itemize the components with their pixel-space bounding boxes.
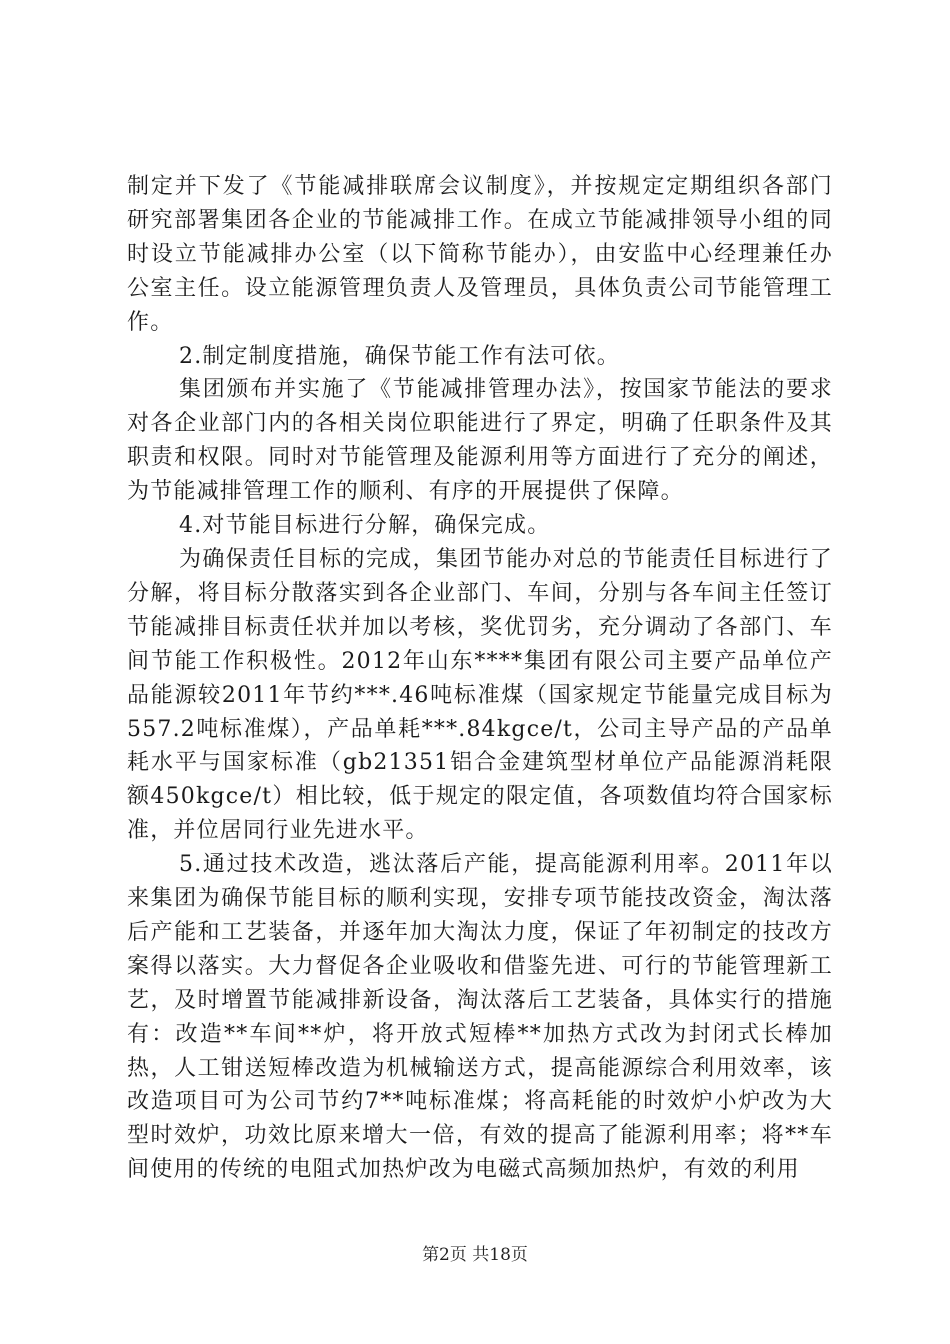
section-heading: 2.制定制度措施，确保节能工作有法可依。 [179, 343, 620, 369]
paragraph: 制定并下发了《节能减排联席会议制度》，并按规定定期组织各部门研究部署集团各企业的节能减排工作。在成立节能减排领导小组的同时设立节能减排办公室（以下简称节能办），由安监中心经理兼任办公室主任。设立能源管理负责人及管理员，具体负责公司节能管理工作。 [127, 174, 833, 335]
document-body [127, 170, 833, 1187]
paragraph: 5.通过技术改造，逃汰落后产能，提高能源利用率。2011年以来集团为确保节能目标的顺利实现，安排专项节能技改资金，淘汰落后产能和工艺装备，并逐年加大淘汰力度，保证了年初制定的技改方案得以落实。大力督促各企业吸收和借鉴先进、可行的节能管理新工艺，及时增置节能减排新设备，淘汰落后工艺装备，具体实行的措施有：改造**车间**炉，将开放式短棒**加热方式改为封闭式长棒加热，人工钳送短棒改造为机械输送方式，提高能源综合利用效率，该改造项目可为公司节约7**吨标准煤；将高耗能的时效炉小炉改为大型时效炉，功效比原来增大一倍，有效的提高了能源利用率；将**车间使用的传统的电阻式加热炉改为电磁式高频加热炉，有效的利用 [127, 852, 833, 1183]
paragraph: 为确保责任目标的完成，集团节能办对总的节能责任目标进行了分解，将目标分散落实到各企业部门、车间，分别与各车间主任签订节能减排目标责任状并加以考核，奖优罚劣，充分调动了各部门、车间节能工作积极性。2012年山东****集团有限公司主要产品单位产品能源较2011年节约***.46吨标准煤（国家规定节能量完成目标为557.2吨标准煤），产品单耗***.84kgce/t，公司主导产品的产品单耗水平与国家标准（gb21351铝合金建筑型材单位产品能源消耗限额450kgce/t）相比较，低于规定的限定值，各项数值均符合国家标准，并位居同行业先进水平。 [127, 546, 833, 844]
section-heading: 4.对节能目标进行分解，确保完成。 [179, 513, 551, 539]
page-number: 第2页 共18页 [422, 1245, 528, 1265]
paragraph: 集团颁布并实施了《节能减排管理办法》，按国家节能法的要求对各企业部门内的各相关岗位职能进行了界定，明确了任职条件及其职责和权限。同时对节能管理及能源利用等方面进行了充分的阐述，为节能减排管理工作的顺利、有序的开展提供了保障。 [127, 377, 833, 505]
page-footer [0, 1243, 950, 1267]
